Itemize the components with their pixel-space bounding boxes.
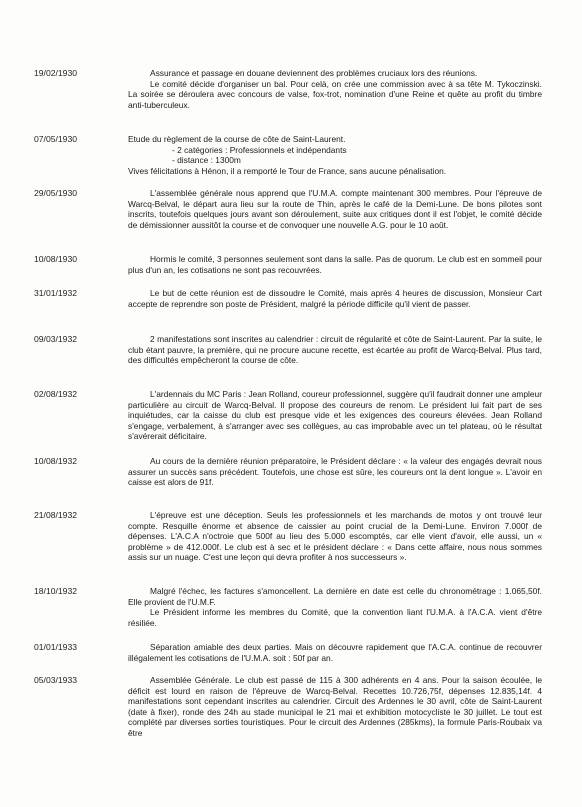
entry-body [128, 456, 542, 488]
entry-body [128, 586, 542, 628]
entry-date: 29/05/1930 [34, 188, 78, 198]
list-item: - 2 catégories : Professionnels et indépendants [172, 144, 347, 155]
entry-body [128, 510, 542, 563]
entry-paragraph: 2 manifestations sont inscrites au calendrier : circuit de régularité et côte de Saint-Laurent. Par la suite, le club étant pauvre, la première, qui ne procure aucune recette, est écartée au profit de Warcq-Belval. Plus tard, des difficultés empêcheront la course de côte. [128, 334, 542, 366]
entry-paragraph: Assemblée Générale. Le club est passé de 115 à 300 adhérents en 4 ans. Pour la saison écoulée, le déficit est lourd en raison de l'épreuve de Warcq-Belval. Recettes 10.726,75f, dépenses 12.835,14f. 4 manifestations sont cependant inscrites au calendrier. Circuit des Ardennes le 30 avril, côte de Saint-Laurent (date à fixer), ronde des 24h au stade municipal le 21 mai et exhibition motocycliste le 30 juillet. Le tout est complété par diverses sorties touristiques. Pour le circuit des Ardennes (285kms), la formule Paris-Roubaix va être [128, 675, 542, 738]
entry-date: 07/05/1930 [34, 134, 78, 144]
entry-body [128, 334, 542, 366]
entry-date: 02/08/1932 [34, 389, 78, 399]
entry-paragraph: Malgré l'échec, les factures s'amoncellent. La dernière en date est celle du chronométrage : 1.065,50f. Elle provient de l'U.M.F. [128, 586, 542, 607]
entry-paragraph: L'ardennais du MC Paris : Jean Rolland, coureur professionnel, suggère qu'il faudrait donner une ampleur particulière au circuit de Warcq-Belval. Il propose des coureurs de renom. Le président lui fait part de ses inquiétudes, car la caisse du club est presque vide et les exigences des coureurs élevées. Jean Rolland s'engage, verbalement, à s'arranger avec ses collègues, au cas improbable avec un tel plateau, où le résultat s'avérerait déficitaire. [128, 389, 542, 442]
entry-date: 10/08/1932 [34, 456, 78, 466]
entry-paragraph: Séparation amiable des deux parties. Mais on découvre rapidement que l'A.C.A. continue de recouvrer illégalement les cotisations de l'U.M.A. soit : 50f par an. [128, 642, 542, 663]
entry-body [128, 675, 542, 739]
entry-paragraph: Hormis le comité, 3 personnes seulement sont dans la salle. Pas de quorum. Le club est en sommeil pour plus d'un an, les cotisations ne sont pas recouvrées. [128, 254, 542, 275]
entry-paragraph: Le but de cette réunion est de dissoudre le Comité, mais après 4 heures de discussion, Monsieur Cart accepte de reprendre son poste de Président, malgré la période difficile qu'il vient de passer. [128, 288, 542, 309]
entry-date: 19/02/1930 [34, 68, 78, 78]
entry-date: 05/03/1933 [34, 675, 78, 685]
entry-paragraph: Assurance et passage en douane deviennent des problèmes cruciaux lors des réunions. [150, 68, 478, 78]
entry-date: 18/10/1932 [34, 586, 78, 596]
list-item: - distance : 1300m [172, 155, 241, 166]
entry-body [128, 134, 542, 176]
entry-paragraph: L'épreuve est une déception. Seuls les professionnels et les marchands de motos y ont trouvé leur compte. Resquille énorme et absence de caissier au point crucial de la Demi-Lune. Environ 7.000f de dépenses. L'A.C.A n'octroie que 500f au lieu des 5.000 escomptés, car elle vient d'avoir, elle aussi, un « problème » de 412.000f. Le club est à sec et le président déclare : « Dans cette affaire, nous nous sommes assis sur un nuage. C'est une leçon qui devra profiter à nos successeurs ». [128, 510, 542, 563]
entry-date: 31/01/1932 [34, 288, 78, 298]
entry-paragraph: Vives félicitations à Hénon, il a remporté le Tour de France, sans aucune pénalisation. [128, 165, 447, 176]
entry-body [128, 288, 542, 309]
entry-date: 10/08/1930 [34, 254, 78, 264]
entry-body [128, 68, 542, 110]
entry-paragraph: Au cours de la dernière réunion préparatoire, le Président déclare : « la valeur des engagés devrait nous assurer un succès sans précédent. Toutefois, une chose est sûre, les coureurs ont la dent longue ». L'avoir en caisse est alors de 91f. [128, 456, 542, 488]
entry-body [128, 389, 542, 442]
entry-date: 21/08/1932 [34, 510, 78, 520]
entry-paragraph: Le comité décide d'organiser un bal. Pour celà, on crée une commission avec à sa tête M. Tykoczinski. La soirée se déroulera avec concours de valse, fox-trot, nomination d'une Reine et quête au profit du timbre anti-tuberculeux. [128, 78, 542, 110]
entry-paragraph: Le Président informe les membres du Comité, que la convention liant l'U.M.A. à l'A.C.A. vient d'être résiliée. [128, 607, 542, 628]
entry-body [128, 642, 542, 663]
entry-body [128, 188, 542, 230]
category-list [128, 145, 542, 166]
entry-date: 01/01/1933 [34, 642, 78, 652]
entry-body [128, 254, 542, 275]
entry-date: 09/03/1932 [34, 334, 78, 344]
entry-paragraph: Etude du règlement de la course de côte de Saint-Laurent. [128, 134, 346, 144]
entry-paragraph: L'assemblée générale nous apprend que l'U.M.A. compte maintenant 300 membres. Pour l'épreuve de Warcq-Belval, le départ aura lieu sur la route de Thin, après le café de la Demi-Lune. De bons pilotes sont inscrits, toutefois quelques jours avant son déroulement, suite aux critiques dont il est l'objet, le comité décide de démissionner aussitôt la course et de convoquer une nouvelle A.G. pour le 10 août. [128, 188, 542, 230]
